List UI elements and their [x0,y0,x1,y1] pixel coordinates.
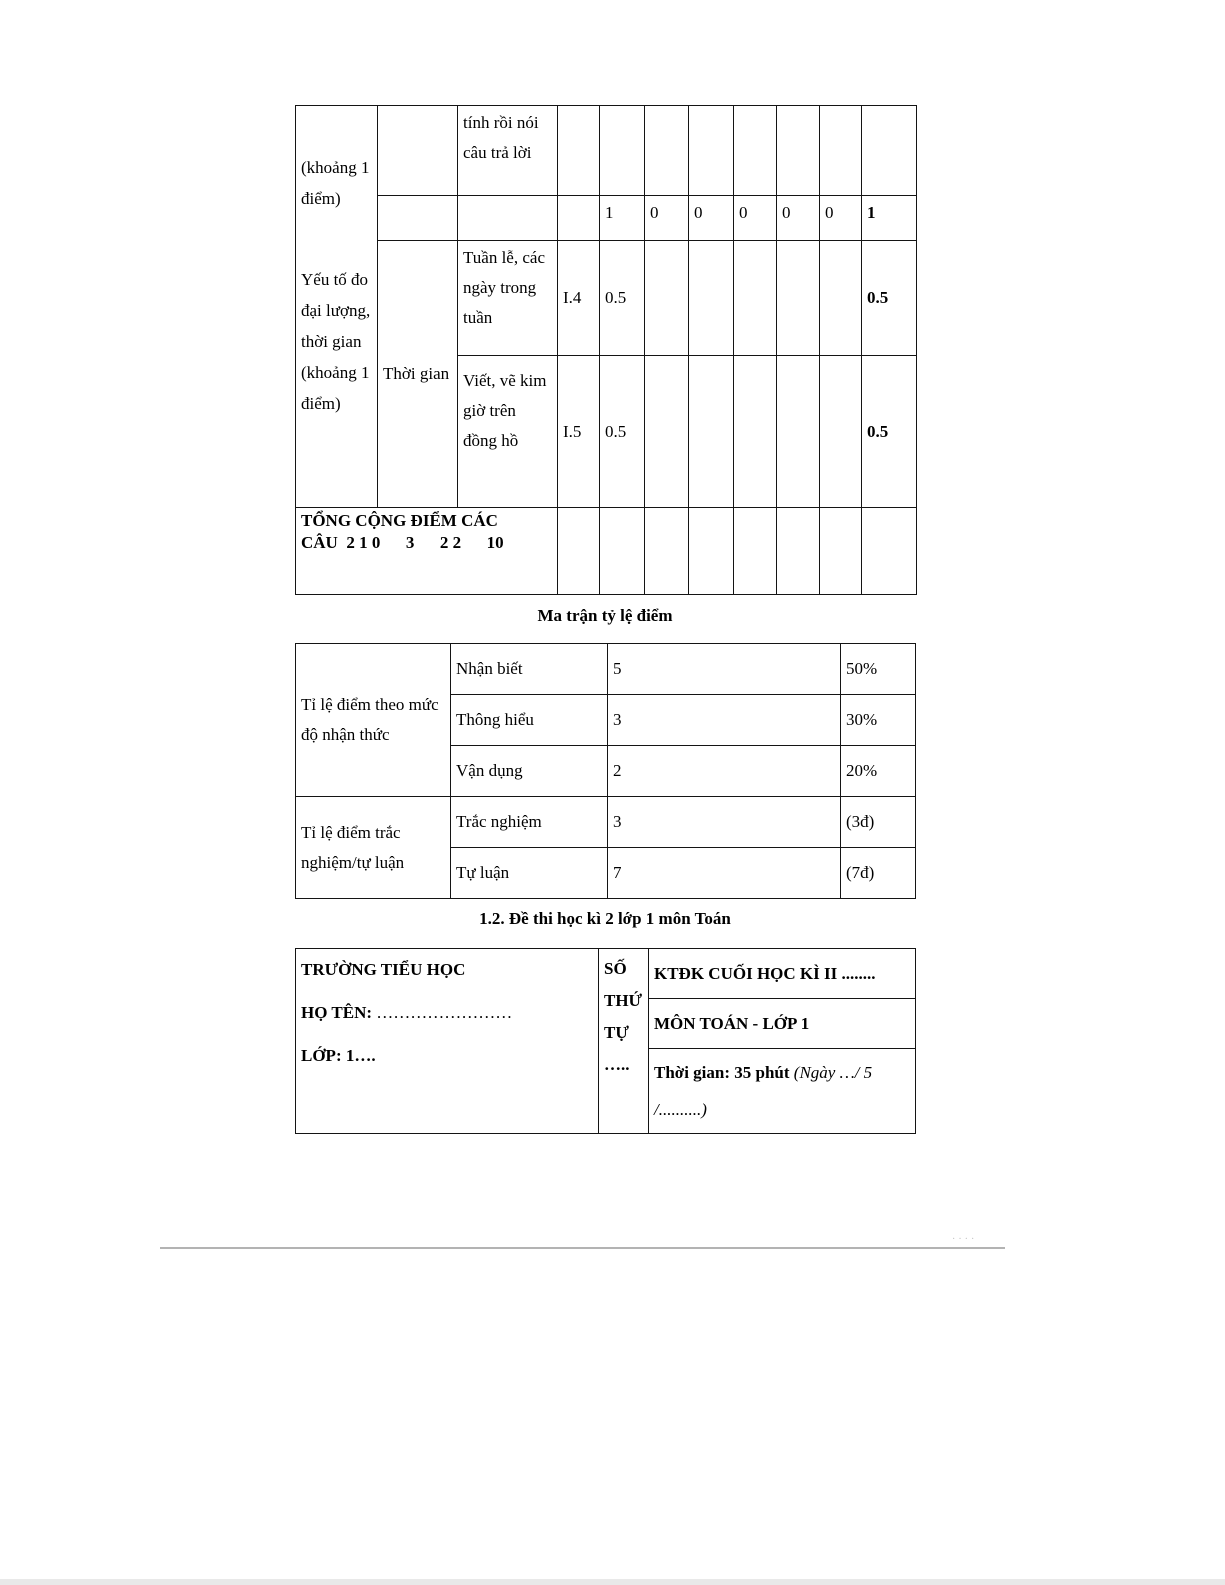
matrix-count-cell: 0 [689,196,734,241]
stt-word: THỨ [604,991,643,1010]
empty-cell [645,356,689,508]
student-name-line [301,998,593,1028]
matrix-skill-desc: Tuần lễ, các ngày trong tuần [458,241,558,356]
ratio-count: 3 [608,797,841,848]
empty-cell [558,106,600,196]
empty-cell [734,241,777,356]
order-number-cell [599,949,649,1134]
exam-date-note: (Ngày …/ 5 /..........) [654,1063,873,1119]
school-name: TRƯỜNG TIỂU HỌC [301,960,466,979]
empty-cell [734,106,777,196]
empty-cell [777,508,820,595]
group-label-bottom: Yếu tố đo đại lượng, thời gian (khoảng 1 điểm) [301,270,371,413]
empty-cell [777,356,820,508]
exam-time-cell [649,1049,916,1134]
footer-divider [160,1247,1005,1249]
matrix-grand-total-cell [296,508,558,595]
ratio-table-caption: Ma trận tỷ lệ điểm [537,606,673,625]
matrix-count-cell: 0 [777,196,820,241]
empty-cell [689,106,734,196]
ratio-pct: (3đ) [841,797,916,848]
empty-cell [378,106,458,196]
grand-total-line2: CÂU 2 1 0 3 2 2 10 [301,533,504,552]
ratio-pct: 20% [841,746,916,797]
empty-cell [378,196,458,241]
empty-cell [820,241,862,356]
stt-word: TỰ [604,1023,629,1042]
empty-cell [820,356,862,508]
matrix-total-cell: 0.5 [862,241,917,356]
empty-cell [645,106,689,196]
matrix-subgroup-cell: Thời gian [378,241,458,508]
matrix-skill-desc: Viết, vẽ kim giờ trên đồng hồ [458,356,558,508]
ratio-level-name: Thông hiểu [451,695,608,746]
empty-cell [820,508,862,595]
ratio-pct: 50% [841,644,916,695]
empty-cell [600,106,645,196]
exam-title-line1: KTĐK CUỐI HỌC KÌ II ........ [649,949,916,999]
empty-cell [645,508,689,595]
matrix-count-cell: 0 [820,196,862,241]
empty-cell [645,241,689,356]
ratio-count: 3 [608,695,841,746]
matrix-code-cell: I.4 [558,241,600,356]
empty-cell [558,508,600,595]
empty-cell [689,241,734,356]
empty-cell [777,106,820,196]
ratio-count: 5 [608,644,841,695]
ratio-level-name: Nhận biết [451,644,608,695]
matrix-row-group-cell [296,106,378,508]
exam-title-line2: MÔN TOÁN - LỚP 1 [649,999,916,1049]
empty-cell [734,508,777,595]
exam-header-table [295,948,916,1134]
matrix-code-cell: I.5 [558,356,600,508]
empty-cell [820,106,862,196]
page-bottom-edge [0,1579,1225,1585]
empty-cell [558,196,600,241]
ratio-level-name: Tự luận [451,848,608,899]
ratio-level-name: Vận dụng [451,746,608,797]
matrix-total-cell: 0.5 [862,356,917,508]
ratio-pct: 30% [841,695,916,746]
ratio-group-label: Tỉ lệ điểm theo mức độ nhận thức [296,644,451,797]
matrix-score-cell: 0.5 [600,241,645,356]
empty-cell [600,508,645,595]
footer-mark: ···· [952,1234,978,1245]
ratio-level-name: Trắc nghiệm [451,797,608,848]
matrix-count-total-cell: 1 [862,196,917,241]
matrix-table [295,105,917,595]
name-dots: …………………… [372,1003,513,1022]
empty-cell [689,508,734,595]
exam-section-heading: 1.2. Đề thi học kì 2 lớp 1 môn Toán [479,909,731,928]
stt-word: SỐ [604,959,627,978]
exam-time-label: Thời gian: 35 phút [654,1063,790,1082]
matrix-count-cell: 0 [645,196,689,241]
empty-cell [862,508,917,595]
ratio-group-label: Tỉ lệ điểm trắc nghiệm/tự luận [296,797,451,899]
empty-cell [862,106,917,196]
matrix-count-cell: 1 [600,196,645,241]
stt-dots: ….. [604,1055,630,1074]
empty-cell [777,241,820,356]
empty-cell [458,196,558,241]
grand-total-line1: TỔNG CỘNG ĐIỂM CÁC [301,511,498,530]
group-label-top: (khoảng 1 điểm) [301,158,370,208]
ratio-pct: (7đ) [841,848,916,899]
class-line: LỚP: 1…. [301,1046,376,1065]
empty-cell [689,356,734,508]
exam-header-left-cell [296,949,599,1134]
name-label: HỌ TÊN: [301,1003,373,1022]
ratio-table [295,643,916,899]
matrix-score-cell: 0.5 [600,356,645,508]
matrix-skill-desc: tính rồi nói câu trả lời [458,106,558,196]
ratio-count: 2 [608,746,841,797]
ratio-count: 7 [608,848,841,899]
matrix-count-cell: 0 [734,196,777,241]
empty-cell [734,356,777,508]
